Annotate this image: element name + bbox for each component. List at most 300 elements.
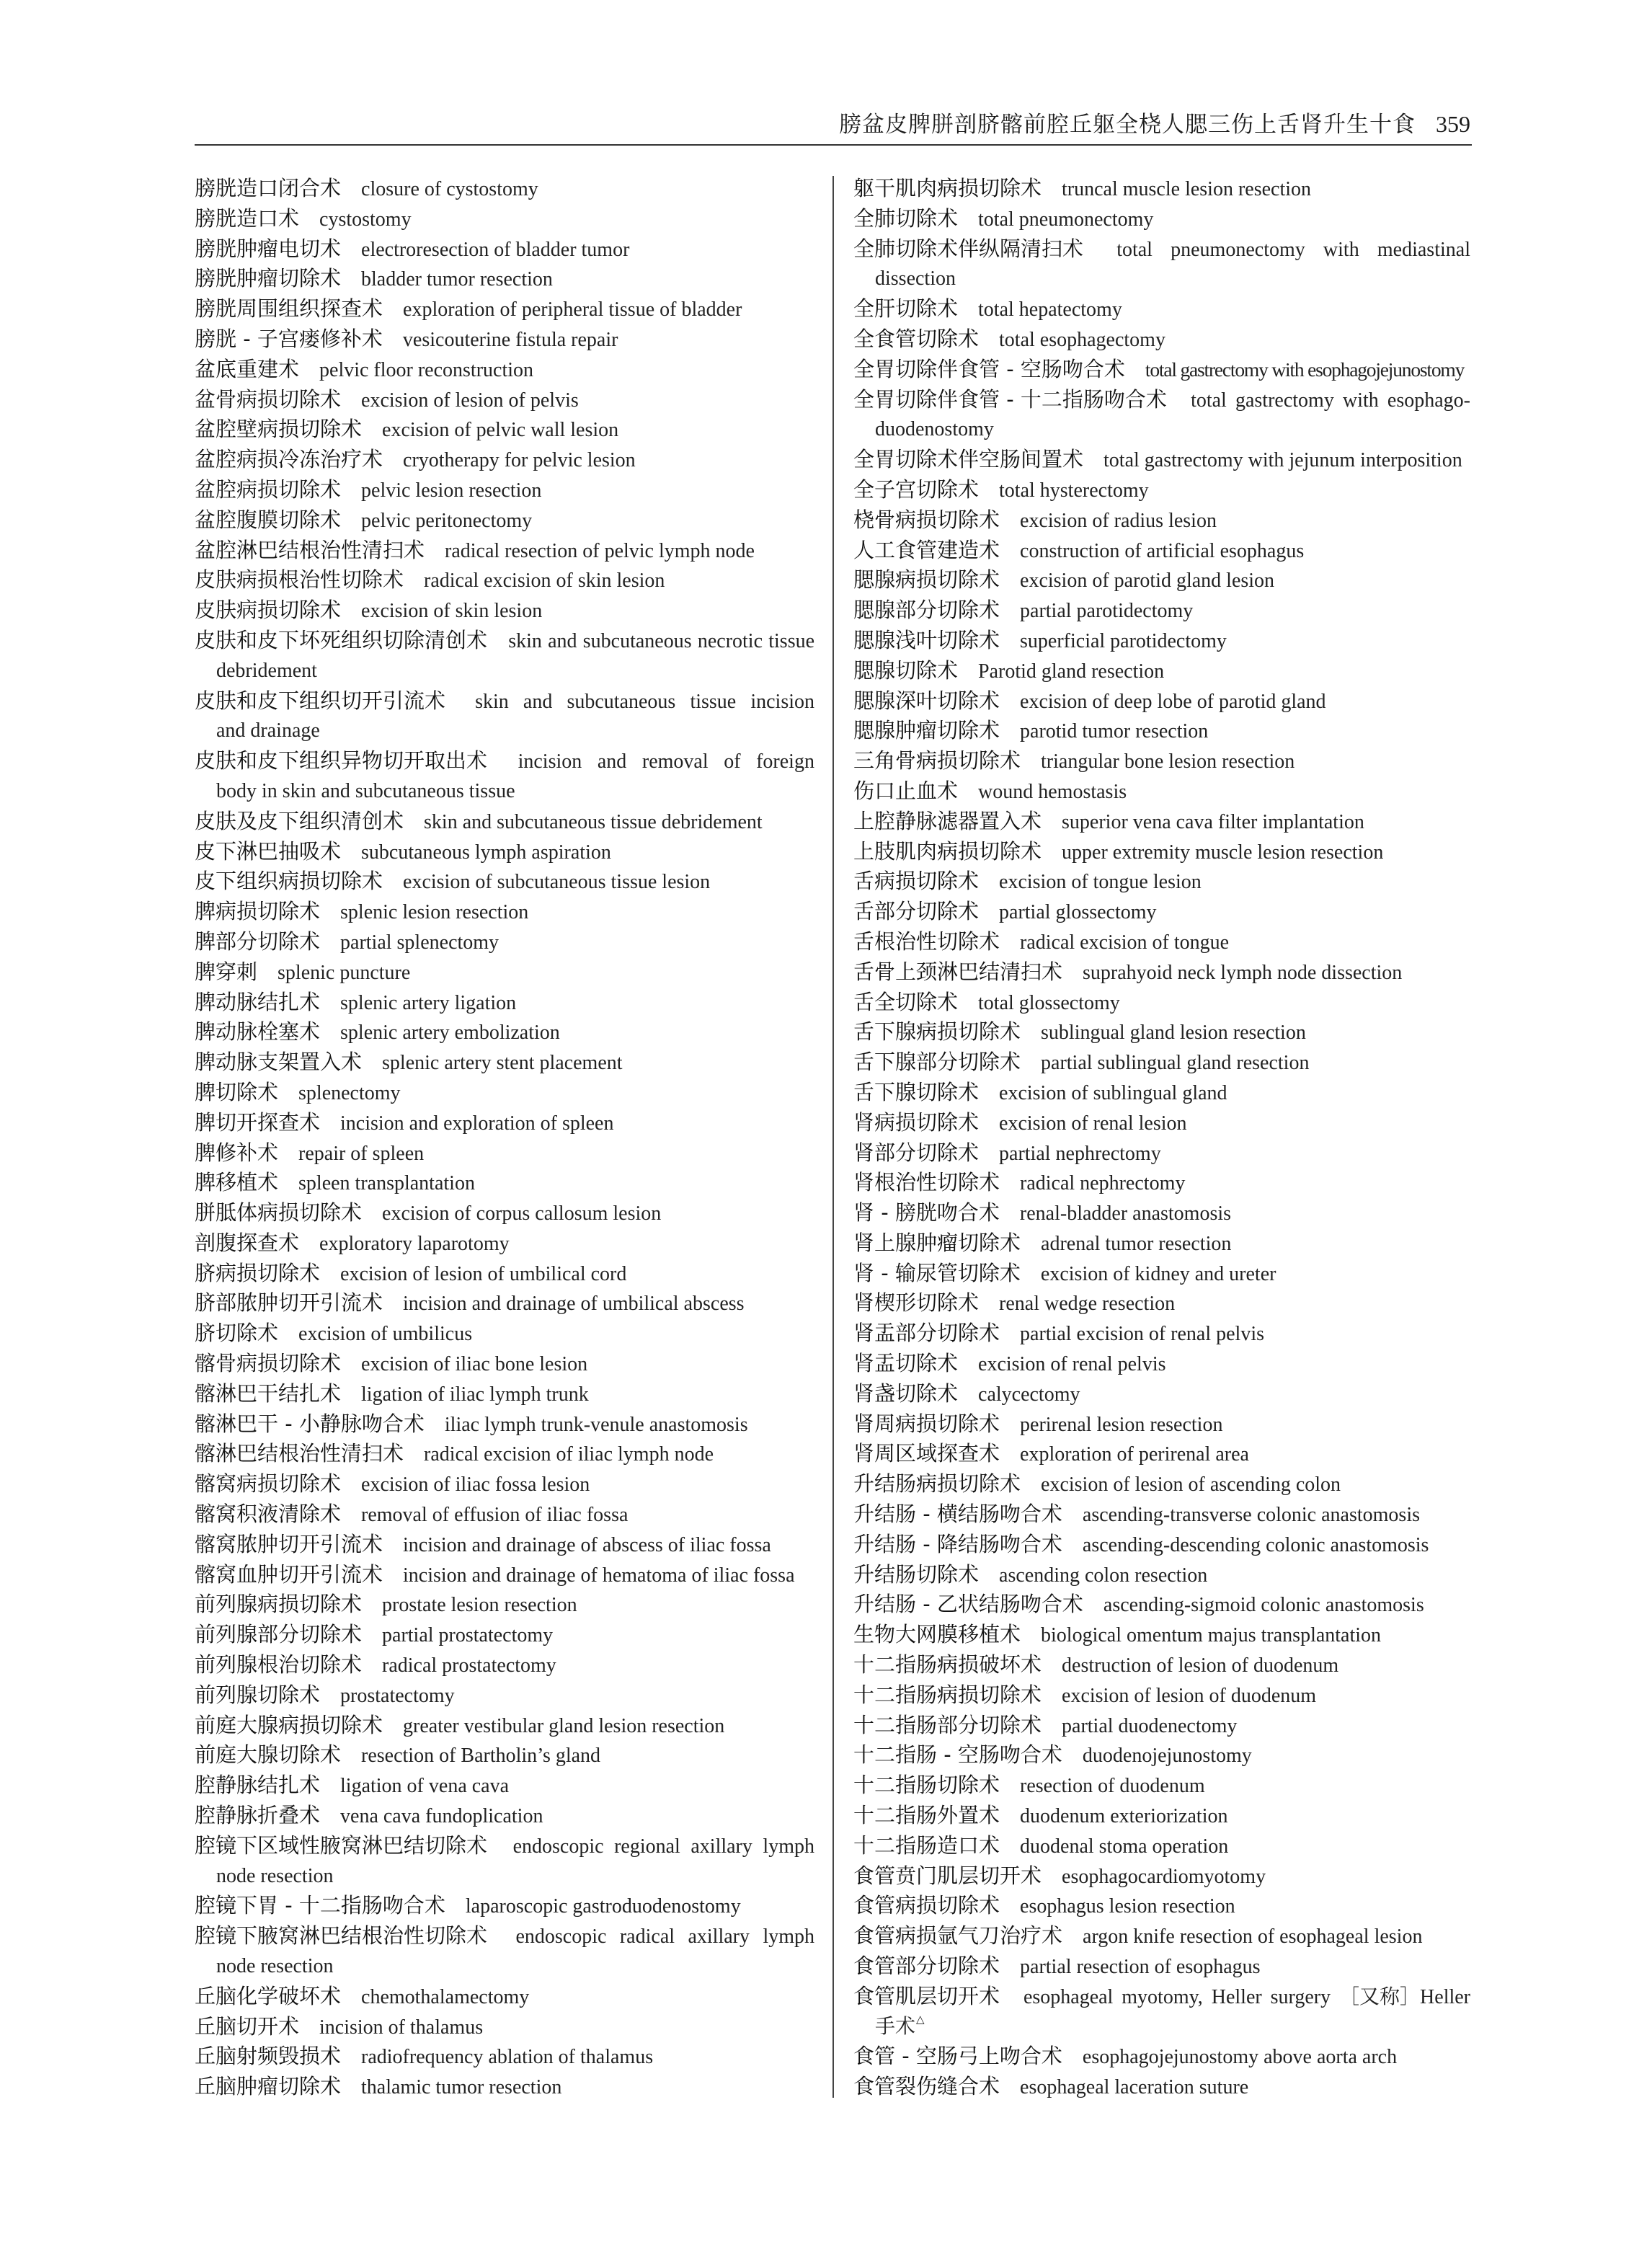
english-term: construction of artificial esophagus <box>1020 539 1305 562</box>
chinese-term: 舌病损切除术 <box>853 869 980 894</box>
glossary-entry <box>195 897 814 927</box>
chinese-term: 食管病损切除术 <box>853 1893 1000 1918</box>
english-term: radical prostatectomy <box>382 1654 556 1677</box>
english-term: total esophagectomy <box>999 328 1165 351</box>
english-term: partial prostatectomy <box>382 1624 554 1647</box>
entry-main-line <box>853 897 1470 927</box>
chinese-term: 前列腺部分切除术 <box>195 1622 363 1647</box>
entry-main-line <box>853 1499 1470 1530</box>
entry-main-line <box>195 1017 814 1047</box>
chinese-term: 脾穿刺 <box>195 959 258 984</box>
entry-main-line <box>853 1168 1470 1198</box>
chinese-term: 食管贲门肌层切开术 <box>853 1863 1042 1888</box>
glossary-entry <box>195 2042 814 2072</box>
entry-main-line <box>195 1078 814 1108</box>
chinese-term: 皮下淋巴抽吸术 <box>195 838 342 864</box>
chinese-term: 肾病损切除术 <box>853 1109 980 1135</box>
english-term: radiofrequency ablation of thalamus <box>361 2046 654 2069</box>
chinese-term: 肾盂部分切除术 <box>853 1321 1000 1346</box>
english-term: exploration of perirenal area <box>1020 1443 1249 1466</box>
glossary-entry <box>853 1499 1470 1530</box>
chinese-term: 膀胱造口术 <box>195 205 300 231</box>
glossary-entry <box>853 1168 1470 1198</box>
entry-main-line <box>853 324 1470 355</box>
header-index-characters: 膀盆皮脾胼剖脐髂前腔丘躯全桡人腮三伤上舌肾升生十食 <box>839 112 1416 138</box>
entry-main-line <box>195 595 814 626</box>
chinese-term: 肾上腺肿瘤切除术 <box>853 1230 1021 1255</box>
chinese-term: 髂窝病损切除术 <box>195 1471 342 1497</box>
english-term: total glossectomy <box>978 991 1120 1014</box>
chinese-term: 盆腔淋巴结根治性清扫术 <box>195 537 425 562</box>
entry-main-line <box>853 1982 1470 2012</box>
chinese-term: 皮肤及皮下组织清创术 <box>195 808 404 833</box>
english-term: adrenal tumor resection <box>1041 1232 1232 1255</box>
glossary-entry <box>853 1711 1470 1741</box>
chinese-term: 舌骨上颈淋巴结清扫术 <box>853 959 1063 984</box>
glossary-entry <box>195 2012 814 2042</box>
glossary-entry <box>853 686 1470 717</box>
english-term: skin and subcutaneous tissue incision <box>475 690 815 713</box>
english-term: vena cava fundoplication <box>340 1805 543 1828</box>
english-term: renal wedge resection <box>999 1293 1176 1316</box>
entry-main-line <box>195 1740 814 1770</box>
english-term: greater vestibular gland lesion resection <box>403 1714 725 1737</box>
entry-main-line <box>195 2072 814 2102</box>
chinese-term: 皮肤和皮下坏死组织切除清创术 <box>195 627 488 652</box>
glossary-entry <box>853 475 1470 505</box>
glossary-entry <box>195 626 814 686</box>
chinese-term: 升结肠 - 横结肠吻合术 <box>853 1502 1062 1527</box>
glossary-entry <box>195 1198 814 1228</box>
chinese-term: 全胃切除术伴空肠间置术 <box>853 447 1084 472</box>
chinese-term: 盆腔壁病损切除术 <box>195 417 363 442</box>
glossary-entry <box>195 988 814 1018</box>
glossary-entry <box>853 626 1470 656</box>
english-term: splenic artery stent placement <box>382 1052 623 1075</box>
chinese-term: 躯干肌肉病损切除术 <box>853 176 1042 200</box>
english-term: cystostomy <box>319 208 412 231</box>
entry-main-line <box>195 1168 814 1198</box>
entry-main-line <box>195 866 814 897</box>
entry-continuation-line <box>195 1951 814 1982</box>
english-term: perirenal lesion resection <box>1020 1413 1223 1436</box>
chinese-term: 升结肠 - 降结肠吻合术 <box>853 1531 1062 1556</box>
chinese-term: 十二指肠部分切除术 <box>853 1712 1042 1737</box>
entry-main-line <box>853 505 1470 536</box>
glossary-entry <box>853 536 1470 566</box>
chinese-term: 十二指肠 - 空肠吻合术 <box>853 1742 1062 1768</box>
glossary-entry <box>853 1680 1470 1711</box>
entry-main-line <box>853 174 1470 204</box>
glossary-entry <box>195 1650 814 1680</box>
chinese-term: 前列腺切除术 <box>195 1682 321 1707</box>
english-term: splenic lesion resection <box>340 901 529 924</box>
glossary-entry <box>195 234 814 265</box>
english-term: partial glossectomy <box>999 901 1157 924</box>
english-term: superficial parotidectomy <box>1020 629 1227 652</box>
entry-main-line <box>853 1259 1470 1289</box>
glossary-entry <box>853 1801 1470 1831</box>
entry-main-line <box>195 1439 814 1469</box>
entry-main-line <box>853 536 1470 566</box>
entry-main-line <box>195 1891 814 1921</box>
chinese-term: 剖腹探查术 <box>195 1230 300 1255</box>
chinese-term: 全胃切除伴食管 - 空肠吻合术 <box>853 356 1125 381</box>
glossary-entry <box>195 385 814 415</box>
chinese-term: 腮腺病损切除术 <box>853 567 1000 593</box>
entry-main-line <box>195 746 814 776</box>
entry-main-line <box>853 776 1470 807</box>
entry-main-line <box>853 1680 1470 1711</box>
english-term: excision of lesion of ascending colon <box>1041 1473 1341 1497</box>
glossary-entry <box>853 1770 1470 1801</box>
chinese-term: 盆腔病损冷冻治疗术 <box>195 447 383 472</box>
entry-main-line <box>195 626 814 656</box>
glossary-entry <box>853 1198 1470 1228</box>
chinese-term: 食管 - 空肠弓上吻合术 <box>853 2044 1062 2069</box>
chinese-term: 脾修补术 <box>195 1140 279 1165</box>
glossary-entry <box>195 1318 814 1349</box>
continuation-text: node resection <box>216 1955 334 1978</box>
entry-main-line <box>195 1831 814 1861</box>
english-term: excision of lesion of pelvis <box>361 389 579 412</box>
chinese-term: 十二指肠造口术 <box>853 1832 1000 1858</box>
english-term: chemothalamectomy <box>361 1985 530 2008</box>
chinese-term: 膀胱造口闭合术 <box>195 176 342 200</box>
chinese-term: 髂淋巴结根治性清扫术 <box>195 1441 404 1466</box>
english-term: wound hemostasis <box>978 780 1127 803</box>
english-term: esophageal myotomy, Heller surgery ［又称］Heller <box>1023 1985 1471 2008</box>
english-term: partial resection of esophagus <box>1020 1956 1261 1979</box>
chinese-term: 前庭大腺切除术 <box>195 1742 342 1768</box>
english-term: biological omentum majus transplantation <box>1041 1624 1382 1647</box>
glossary-entry <box>195 1680 814 1711</box>
glossary-entry <box>195 204 814 234</box>
chinese-term: 肾盏切除术 <box>853 1380 959 1406</box>
glossary-entry <box>853 1138 1470 1169</box>
english-term: total hepatectomy <box>978 298 1122 322</box>
entry-main-line <box>195 536 814 566</box>
english-term: parotid tumor resection <box>1020 720 1209 743</box>
english-term: truncal muscle lesion resection <box>1062 178 1312 200</box>
entry-main-line <box>853 1740 1470 1770</box>
entry-main-line <box>195 1530 814 1560</box>
chinese-term: 丘脑射频毁损术 <box>195 2044 342 2069</box>
english-term: total gastrectomy with esophago- <box>1191 389 1471 412</box>
english-term: pelvic floor reconstruction <box>319 358 534 381</box>
english-term: skin and subcutaneous necrotic tissue <box>508 629 815 652</box>
glossary-entry <box>853 1530 1470 1560</box>
chinese-term: 髂窝血肿切开引流术 <box>195 1561 383 1587</box>
glossary-entry <box>195 1379 814 1409</box>
english-term: spleen transplantation <box>298 1172 475 1195</box>
glossary-entry <box>853 776 1470 807</box>
chinese-term: 全肝切除术 <box>853 296 959 322</box>
english-term: radical resection of pelvic lymph node <box>445 539 755 562</box>
glossary-entry <box>195 927 814 957</box>
glossary-entry <box>195 264 814 294</box>
chinese-term: 前庭大腺病损切除术 <box>195 1712 383 1737</box>
entry-main-line <box>195 264 814 294</box>
chinese-term: 髂骨病损切除术 <box>195 1351 342 1376</box>
glossary-entry <box>195 1801 814 1831</box>
chinese-term: 食管裂伤缝合术 <box>853 2074 1000 2099</box>
continuation-text: 手术 <box>875 2015 916 2038</box>
glossary-entry <box>195 866 814 897</box>
glossary-entry <box>853 1379 1470 1409</box>
entry-main-line <box>195 2042 814 2072</box>
glossary-entry <box>195 1138 814 1169</box>
english-term: excision of tongue lesion <box>999 871 1202 894</box>
entry-main-line <box>195 234 814 265</box>
entry-main-line <box>195 294 814 324</box>
chinese-term: 膀胱肿瘤电切术 <box>195 236 342 261</box>
entry-main-line <box>853 746 1470 776</box>
entry-main-line <box>853 1530 1470 1560</box>
entry-main-line <box>853 957 1470 988</box>
entry-main-line <box>853 1891 1470 1921</box>
english-term: ligation of vena cava <box>340 1775 510 1798</box>
entry-main-line <box>853 1198 1470 1228</box>
chinese-term: 肾楔形切除术 <box>853 1290 980 1316</box>
glossary-entry <box>853 234 1470 295</box>
english-term: duodenum exteriorization <box>1020 1805 1228 1828</box>
chinese-term: 丘脑切开术 <box>195 2013 300 2039</box>
entry-main-line <box>853 1801 1470 1831</box>
page-number: 359 <box>1436 111 1470 137</box>
chinese-term: 上肢肌肉病损切除术 <box>853 838 1042 864</box>
english-term: excision of parotid gland lesion <box>1020 569 1275 593</box>
glossary-entry <box>853 837 1470 867</box>
chinese-term: 腮腺深叶切除术 <box>853 688 1000 713</box>
glossary-entry <box>853 1590 1470 1620</box>
english-term: incision and removal of foreign <box>518 750 814 774</box>
chinese-term: 髂窝脓肿切开引流术 <box>195 1531 383 1556</box>
chinese-term: 丘脑化学破坏术 <box>195 1983 342 2008</box>
entry-main-line <box>853 1469 1470 1499</box>
chinese-term: 脐部脓肿切开引流术 <box>195 1290 383 1316</box>
entry-continuation-line <box>195 656 814 686</box>
entry-main-line <box>195 897 814 927</box>
left-column <box>195 174 814 2102</box>
glossary-entry <box>853 204 1470 234</box>
entry-main-line <box>853 355 1470 385</box>
english-term: excision of renal pelvis <box>978 1353 1166 1376</box>
glossary-entry <box>853 1288 1470 1318</box>
chinese-term: 全肺切除术 <box>853 205 959 231</box>
chinese-term: 盆腔病损切除术 <box>195 477 342 502</box>
glossary-entry <box>853 1259 1470 1289</box>
chinese-term: 皮下组织病损切除术 <box>195 869 383 894</box>
glossary-entry <box>195 1560 814 1590</box>
glossary-entry <box>195 355 814 385</box>
glossary-entry <box>195 2072 814 2102</box>
glossary-entry <box>195 1047 814 1078</box>
chinese-term: 桡骨病损切除术 <box>853 507 1000 532</box>
english-term: duodenojejunostomy <box>1082 1745 1252 1768</box>
chinese-term: 舌下腺切除术 <box>853 1079 980 1104</box>
glossary-entry <box>853 505 1470 536</box>
english-term: duodenal stoma operation <box>1020 1835 1229 1858</box>
english-term: esophagojejunostomy above aorta arch <box>1082 2046 1398 2069</box>
english-term: partial duodenectomy <box>1062 1714 1238 1737</box>
entry-continuation-line <box>195 776 814 807</box>
glossary-entry <box>853 1439 1470 1469</box>
glossary-entry <box>853 1831 1470 1861</box>
entry-main-line <box>853 204 1470 234</box>
entry-main-line <box>853 2072 1470 2102</box>
chinese-term: 三角骨病损切除术 <box>853 748 1021 774</box>
chinese-term: 盆底重建术 <box>195 356 300 381</box>
chinese-term: 皮肤和皮下组织切开引流术 <box>195 688 446 713</box>
entry-main-line <box>853 1921 1470 1951</box>
entry-main-line <box>195 475 814 505</box>
entry-main-line <box>853 234 1470 265</box>
english-term: thalamic tumor resection <box>361 2076 562 2099</box>
entry-main-line <box>853 1078 1470 1108</box>
english-term: renal-bladder anastomosis <box>1019 1202 1232 1225</box>
entry-main-line <box>195 324 814 355</box>
chinese-term: 腮腺部分切除术 <box>853 598 1000 623</box>
english-term: calycectomy <box>978 1383 1080 1406</box>
glossary-entry <box>853 355 1470 385</box>
entry-continuation-line <box>195 1861 814 1892</box>
glossary-entry <box>195 746 814 807</box>
chinese-term: 十二指肠病损破坏术 <box>853 1652 1042 1677</box>
english-term: electroresection of bladder tumor <box>361 238 630 261</box>
right-column <box>853 174 1470 2102</box>
english-term: splenic artery ligation <box>340 991 517 1014</box>
entry-main-line <box>195 1198 814 1228</box>
english-term: partial excision of renal pelvis <box>1020 1323 1265 1346</box>
entry-main-line <box>853 2042 1470 2072</box>
glossary-entry <box>853 988 1470 1018</box>
entry-main-line <box>195 1711 814 1741</box>
entry-main-line <box>853 1108 1470 1138</box>
chinese-term: 腔静脉结扎术 <box>195 1773 321 1798</box>
english-term: pelvic lesion resection <box>361 479 542 502</box>
entry-main-line <box>195 204 814 234</box>
chinese-term: 生物大网膜移植术 <box>853 1622 1021 1647</box>
english-term: splenic artery embolization <box>340 1021 560 1045</box>
chinese-term: 胼胝体病损切除术 <box>195 1200 363 1225</box>
english-term: excision of skin lesion <box>361 600 543 623</box>
glossary-entry <box>853 957 1470 988</box>
english-term: excision of kidney and ureter <box>1040 1262 1276 1285</box>
chinese-term: 腮腺切除术 <box>853 657 959 683</box>
entry-main-line <box>195 1349 814 1379</box>
entry-main-line <box>853 1770 1470 1801</box>
glossary-entry <box>853 174 1470 204</box>
glossary-entry <box>195 1530 814 1560</box>
entry-main-line <box>853 565 1470 595</box>
chinese-term: 十二指肠病损切除术 <box>853 1682 1042 1707</box>
entry-main-line <box>195 355 814 385</box>
glossary-entry <box>853 897 1470 927</box>
chinese-term: 脐病损切除术 <box>195 1260 321 1285</box>
entry-main-line <box>195 2012 814 2042</box>
glossary-entry <box>853 927 1470 957</box>
entry-main-line <box>853 866 1470 897</box>
glossary-entry <box>195 174 814 204</box>
chinese-term: 舌下腺部分切除术 <box>853 1050 1021 1075</box>
english-term: excision of umbilicus <box>298 1323 473 1346</box>
entry-main-line <box>195 174 814 204</box>
glossary-entry <box>853 1108 1470 1138</box>
glossary-entry <box>195 294 814 324</box>
english-term: pelvic peritonectomy <box>361 509 533 532</box>
chinese-term: 脐切除术 <box>195 1321 279 1346</box>
glossary-entry <box>853 1228 1470 1259</box>
glossary-entry <box>853 1650 1470 1680</box>
continuation-text: dissection <box>875 267 956 291</box>
entry-continuation-line <box>853 2012 1470 2042</box>
english-term: incision and drainage of umbilical abscess <box>403 1293 745 1316</box>
entry-main-line <box>853 294 1470 324</box>
glossary-entry <box>195 1228 814 1259</box>
english-term: esophageal laceration suture <box>1020 2076 1249 2099</box>
english-term: laparoscopic gastroduodenostomy <box>465 1895 741 1918</box>
entry-main-line <box>853 595 1470 626</box>
entry-main-line <box>853 1711 1470 1741</box>
english-term: repair of spleen <box>298 1142 425 1165</box>
english-term: radical excision of iliac lymph node <box>424 1443 714 1466</box>
glossary-entry <box>195 445 814 475</box>
chinese-term: 升结肠切除术 <box>853 1561 980 1587</box>
chinese-term: 前列腺病损切除术 <box>195 1592 363 1617</box>
chinese-term: 脾切开探查术 <box>195 1109 321 1135</box>
glossary-entry <box>853 1921 1470 1951</box>
english-term: excision of iliac fossa lesion <box>361 1473 590 1497</box>
glossary-entry <box>853 746 1470 776</box>
english-term: excision of renal lesion <box>999 1112 1187 1135</box>
english-term: sublingual gland lesion resection <box>1041 1021 1306 1045</box>
entry-main-line <box>195 385 814 415</box>
entry-main-line <box>853 1831 1470 1861</box>
entry-main-line <box>195 1590 814 1620</box>
continuation-text: and drainage <box>216 719 320 743</box>
glossary-entry <box>853 1740 1470 1770</box>
entry-main-line <box>195 1288 814 1318</box>
chinese-term: 升结肠病损切除术 <box>853 1471 1021 1497</box>
english-term: bladder tumor resection <box>361 268 553 291</box>
glossary-entry <box>195 595 814 626</box>
english-term: Parotid gland resection <box>978 660 1165 683</box>
chinese-term: 脾切除术 <box>195 1079 279 1104</box>
entry-main-line <box>195 1108 814 1138</box>
glossary-entry <box>195 1891 814 1921</box>
entry-continuation-line <box>853 415 1470 445</box>
chinese-term: 十二指肠切除术 <box>853 1773 1000 1798</box>
english-term: total pneumonectomy <box>978 208 1154 231</box>
chinese-term: 腔镜下胃 - 十二指肠吻合术 <box>195 1893 445 1918</box>
glossary-entry <box>853 1409 1470 1440</box>
chinese-term: 全子宫切除术 <box>853 477 980 502</box>
english-term: esophagocardiomyotomy <box>1062 1865 1266 1888</box>
english-term: splenic puncture <box>277 961 411 984</box>
english-term: partial nephrectomy <box>999 1142 1161 1165</box>
english-term: excision of sublingual gland <box>999 1081 1227 1104</box>
english-term: radical excision of tongue <box>1020 931 1230 954</box>
entry-main-line <box>195 1650 814 1680</box>
entry-main-line <box>195 1138 814 1169</box>
entry-main-line <box>853 1650 1470 1680</box>
chinese-term: 舌部分切除术 <box>853 899 980 924</box>
glossary-entry <box>195 1017 814 1047</box>
english-term: suprahyoid neck lymph node dissection <box>1083 961 1403 984</box>
chinese-term: 人工食管建造术 <box>853 537 1000 562</box>
glossary-entry <box>853 656 1470 686</box>
